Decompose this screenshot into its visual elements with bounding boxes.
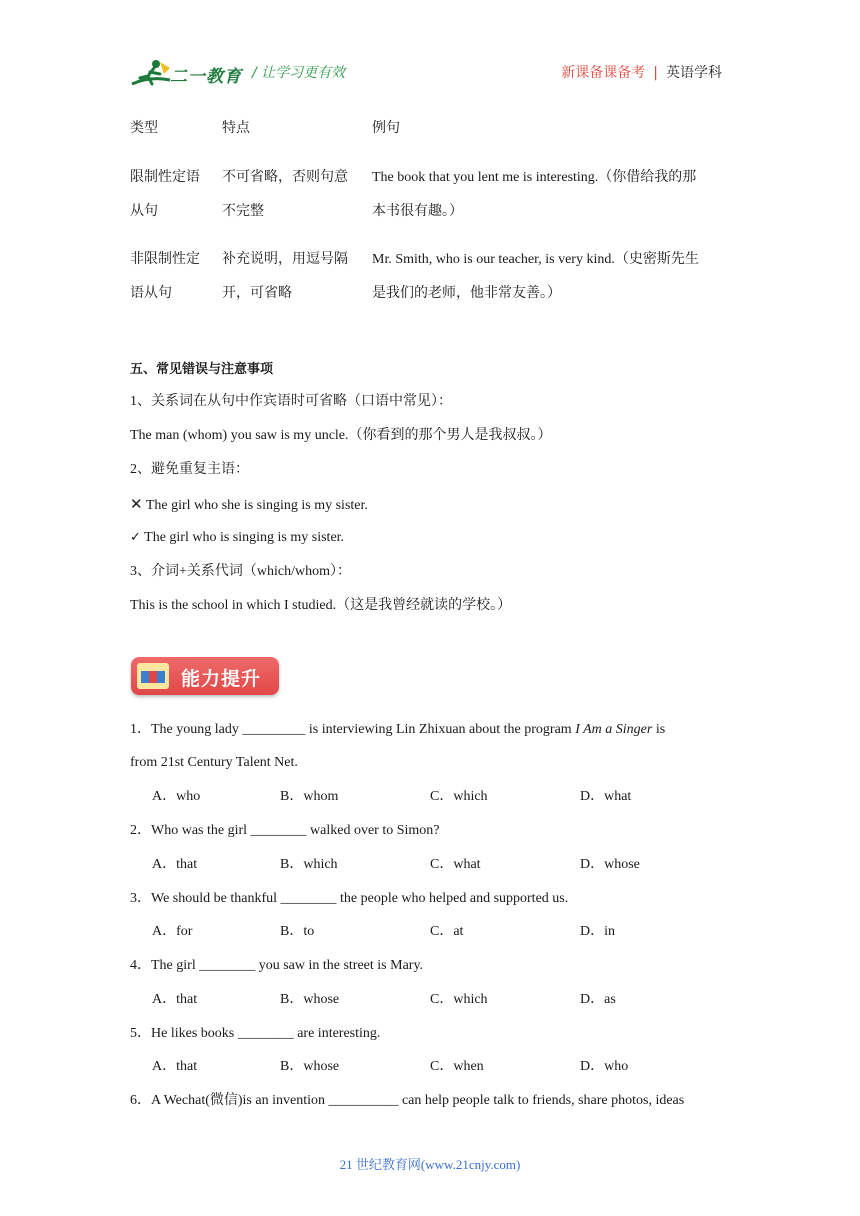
table-cell: 语从句 (130, 286, 172, 301)
wrong-example: The girl who she is singing is my sister. (145, 498, 368, 513)
note-line: 3、介词+关系代词（which/whom）： (130, 564, 351, 579)
option-b[interactable]: B．whose (280, 1059, 340, 1074)
question-stem: 5．He likes books ________ are interesting. (130, 1026, 381, 1041)
option-d[interactable]: D．whose (580, 857, 640, 872)
table-header-example: 例句 (372, 121, 400, 136)
option-d[interactable]: D．in (580, 924, 615, 939)
table-header-feature: 特点 (222, 121, 250, 136)
option-b[interactable]: B．whom (280, 789, 339, 804)
option-b[interactable]: B．to (280, 924, 315, 939)
option-c[interactable]: C．at (430, 924, 464, 939)
table-cell: 开，可省略 (222, 286, 292, 301)
ability-badge (131, 657, 279, 695)
header-separator: | (653, 65, 658, 81)
people-icon (137, 663, 169, 689)
table-cell: Mr. Smith, who is our teacher, is very kind.（史密斯先生 (372, 252, 699, 267)
table-cell: 非限制性定 (130, 252, 200, 267)
stem-text: 1．The young lady _________ is interviewing Lin Zhixuan about the program (130, 722, 576, 737)
cross-icon: ✕ (130, 495, 143, 513)
option-a[interactable]: A．that (152, 857, 198, 872)
note-line-wrong (130, 495, 368, 515)
header-slogan: / 让学习更有效 (252, 65, 346, 81)
page-header (0, 0, 860, 100)
table-cell: 补充说明，用逗号隔 (222, 252, 348, 267)
section-title: 五、常见错误与注意事项 (130, 362, 274, 377)
option-c[interactable]: C．which (430, 789, 488, 804)
header-course-label: 新课备课备考 (561, 65, 646, 81)
table-cell: 不可省略，否则句意 (222, 170, 348, 185)
option-d[interactable]: D．what (580, 789, 632, 804)
program-title: I Am a Singer (575, 722, 653, 737)
question-stem: 3．We should be thankful ________ the people who helped and supported us. (130, 891, 569, 906)
check-icon: ✓ (130, 530, 141, 545)
option-a[interactable]: A．who (152, 789, 201, 804)
right-example: The girl who is singing is my sister. (144, 530, 345, 545)
note-line: The man (whom) you saw is my uncle.（你看到的那个男人是我叔叔。） (130, 428, 552, 443)
option-c[interactable]: C．what (430, 857, 481, 872)
table-cell: 本书很有趣。） (372, 204, 463, 219)
table-cell: The book that you lent me is interesting.（你借给我的那 (372, 170, 697, 185)
option-d[interactable]: D．as (580, 992, 616, 1007)
header-subject (561, 62, 722, 82)
option-b[interactable]: B．whose (280, 992, 340, 1007)
question-stem: 4．The girl ________ you saw in the street is Mary. (130, 958, 424, 973)
note-line: 1、关系词在从句中作宾语时可省略（口语中常见）： (130, 394, 452, 409)
question-stem: 6．A Wechat(微信)is an invention __________ can help people talk to friends, share photos, ideas (130, 1093, 685, 1108)
option-a[interactable]: A．that (152, 992, 198, 1007)
note-line: 2、避免重复主语： (130, 462, 249, 477)
header-subject-label: 英语学科 (666, 65, 722, 81)
option-c[interactable]: C．which (430, 992, 488, 1007)
question-stem (130, 721, 665, 739)
table-header-type: 类型 (130, 121, 158, 136)
option-b[interactable]: B．which (280, 857, 338, 872)
question-stem-cont: from 21st Century Talent Net. (130, 755, 298, 770)
logo-text: 二一教育 (170, 67, 242, 87)
stem-text: is (652, 722, 666, 737)
option-a[interactable]: A．that (152, 1059, 198, 1074)
table-cell: 从句 (130, 204, 158, 219)
question-stem: 2．Who was the girl ________ walked over to Simon? (130, 823, 440, 838)
note-line-right (130, 529, 344, 547)
table-cell: 限制性定语 (130, 170, 200, 185)
table-cell: 不完整 (222, 204, 264, 219)
option-c[interactable]: C．when (430, 1059, 484, 1074)
page-footer[interactable]: 21 世纪教育网(www.21cnjy.com) (339, 1157, 521, 1172)
table-cell: 是我们的老师，他非常友善。） (372, 286, 561, 301)
badge-label: 能力提升 (181, 668, 262, 690)
option-d[interactable]: D．who (580, 1059, 629, 1074)
note-line: This is the school in which I studied.（这是我曾经就读的学校。） (130, 598, 512, 613)
option-a[interactable]: A．for (152, 924, 193, 939)
